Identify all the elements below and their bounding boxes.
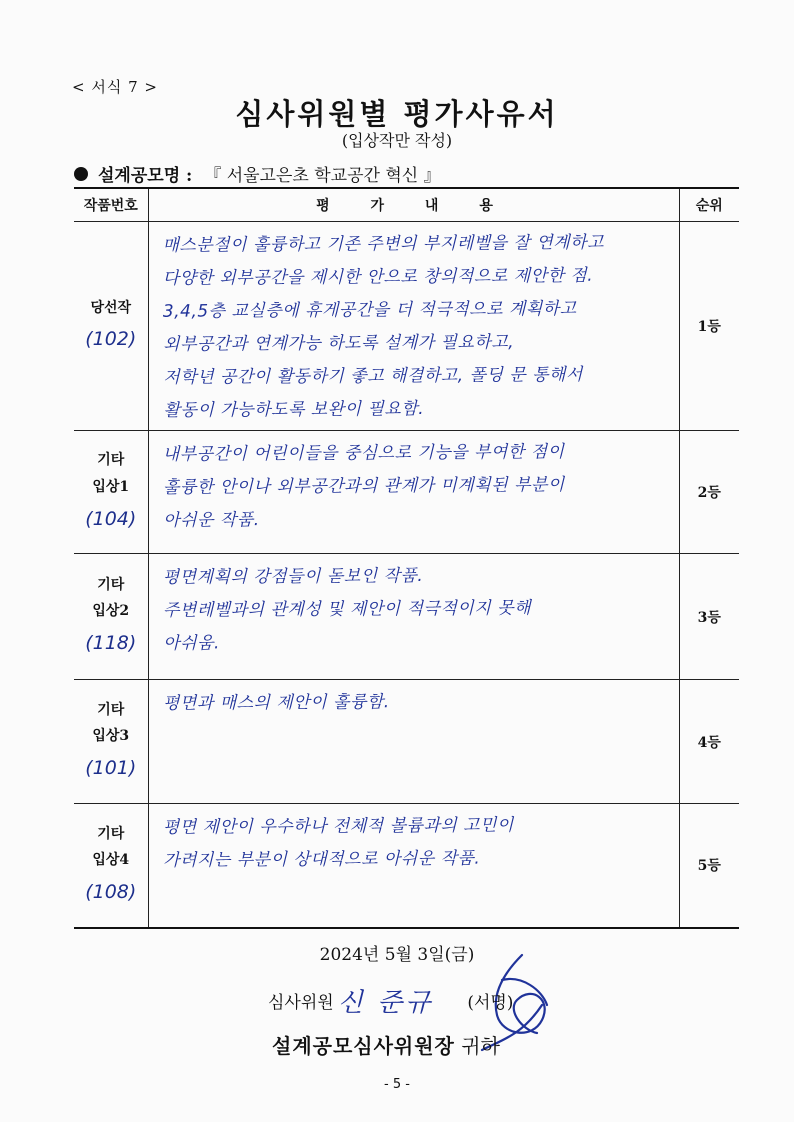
addressee-suffix: 귀하	[461, 1034, 500, 1058]
document-date: 2024년 5월 3일(금)	[319, 945, 475, 965]
award-sublabel: 입상1	[92, 478, 130, 495]
evaluation-line: 활동이 가능하도록 보완이 필요함.	[163, 398, 424, 421]
work-no-cell	[74, 431, 148, 554]
contest-name-row	[74, 161, 441, 186]
evaluation-line: 내부공간이 어린이들을 중심으로 기능을 부여한 점이	[162, 441, 565, 465]
header-content: 평 가 내 용	[148, 188, 679, 222]
rank-cell: 5등	[679, 804, 739, 928]
page-number: - 5 -	[384, 1077, 410, 1092]
evaluation-line: 가려지는 부분이 상대적으로 아쉬운 작품.	[162, 848, 480, 871]
award-label: 기타	[97, 452, 125, 469]
evaluation-line: 훌륭한 안이나 외부공간과의 관계가 미계획된 부분이	[162, 474, 565, 498]
evaluation-line: 다양한 외부공간을 제시한 안으로 창의적으로 제안한 점.	[162, 265, 593, 289]
rank-cell: 3등	[679, 554, 739, 680]
award-label: 기타	[97, 825, 125, 842]
document-subtitle: (입상작만 작성)	[341, 131, 453, 150]
form-number: < 서식 7 >	[72, 78, 158, 96]
evaluation-line: 평면과 매스의 제안이 훌륭함.	[162, 692, 390, 714]
work-number: (102)	[85, 328, 137, 351]
award-label: 당선작	[90, 299, 132, 316]
table-row	[74, 222, 739, 431]
work-no-cell	[74, 804, 148, 928]
rank-cell: 2등	[679, 431, 739, 554]
award-label: 기타	[97, 701, 125, 718]
table-header-row	[74, 188, 739, 222]
contest-label: 설계공모명 :	[98, 166, 193, 186]
addressee	[272, 1030, 500, 1059]
award-label: 기타	[97, 576, 125, 593]
addressee-title: 설계공모심사위원장	[272, 1034, 455, 1058]
award-sublabel: 입상3	[92, 728, 130, 745]
award-sublabel: 입상2	[92, 603, 130, 620]
rank-cell: 1등	[679, 222, 739, 431]
evaluation-line: 평면계획의 강점들이 돋보인 작품.	[162, 565, 423, 588]
award-sublabel: 입상4	[92, 852, 130, 869]
evaluation-content	[148, 680, 679, 804]
work-no-cell	[74, 554, 148, 680]
table-row	[74, 680, 739, 804]
evaluation-line: 아쉬운 작품.	[162, 510, 260, 531]
evaluation-line: 매스분절이 훌륭하고 기존 주변의 부지레벨을 잘 연계하고	[161, 232, 604, 256]
evaluation-line: 아쉬움.	[162, 633, 220, 654]
document-title: 심사위원별 평가사유서	[235, 97, 559, 131]
evaluation-content	[148, 431, 679, 554]
bullet-icon	[74, 167, 88, 181]
evaluation-line: 평면 제안이 우수하나 전체적 볼륨과의 고민이	[162, 815, 514, 838]
evaluation-content	[148, 804, 679, 928]
table-row	[74, 554, 739, 680]
rank-cell: 4등	[679, 680, 739, 804]
work-number: (108)	[85, 880, 137, 903]
work-number: (118)	[85, 632, 137, 655]
table-row	[74, 431, 739, 554]
evaluation-line: 외부공간과 연계가능 하도록 설계가 필요하고,	[162, 332, 514, 355]
evaluation-line: 3,4,5층 교실층에 휴게공간을 더 적극적으로 계획하고	[162, 298, 577, 322]
evaluation-line: 주변레벨과의 관계성 및 제안이 적극적이지 못해	[162, 598, 531, 621]
judge-signature-row	[268, 982, 514, 1019]
evaluation-table	[74, 187, 739, 929]
evaluation-content	[148, 222, 679, 431]
work-no-cell	[74, 222, 148, 431]
table-row	[74, 804, 739, 928]
work-no-cell	[74, 680, 148, 804]
evaluation-line: 저학년 공간이 활동하기 좋고 해결하고, 폴딩 문 통해서	[162, 364, 583, 388]
evaluation-content	[148, 554, 679, 680]
work-number: (101)	[85, 757, 137, 780]
judge-name-handwritten: 신 준규	[337, 988, 434, 1018]
judge-label: 심사위원	[268, 993, 334, 1013]
signature-label: (서명)	[467, 993, 514, 1013]
contest-value: 『 서울고은초 학교공간 혁신 』	[204, 166, 441, 186]
header-rank: 순위	[679, 188, 739, 222]
header-work-no: 작품번호	[74, 188, 148, 222]
work-number: (104)	[85, 507, 137, 530]
